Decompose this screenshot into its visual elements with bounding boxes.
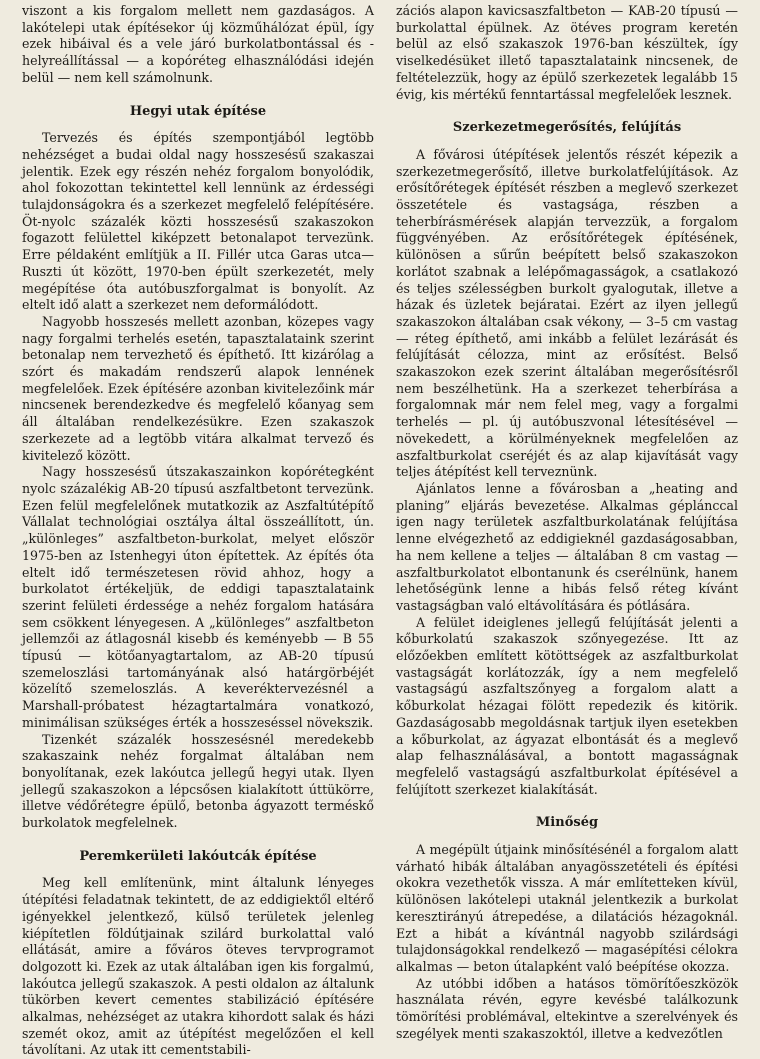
paragraph: Tervezés és építés szempontjából legtöbb nehézséget a budai oldal nagy hosszesésű szakaszai jelentik. Ezek egy részén nehéz forgalom bonyolódik, ahol fokozottan tekintettel kell lennünk az érdességi tulajdonságokra és a szerkezet megfelelő felépítésére. Öt-nyolc százalék közti hosszesésű szakaszokon fogazott felülettel kiképzett betonalapot tervezünk. Erre példaként említjük a II. Fillér utca Garas utca—Ruszti út között, 1970-ben épült szerkezetét, mely megépítése óta autóbuszforgalmat is bonyolít. Az eltelt idő alatt a szerkezet nem deformálódott. [22, 130, 374, 313]
section-heading-minoseg: Minőség [535, 815, 599, 831]
left-column [22, 3, 374, 1058]
paragraph: Meg kell említenünk, mint általunk lényeges útépítési feladatnak tekintett, de az eddigiektől eltérő igényekkel jelentkező, külső területek jelenleg kiépítetlen földútjainak szilárd burkolattal való ellátását, amire a főváros öteves tervprogramot dolgozott ki. Ezek az utak általában igen kis forgalmú, lakóutca jellegű szakaszok. A pesti oldalon az általunk tükörben kevert cementes stabilizáció építésére alkalmas, nehézséget az utakra kihordott salak és házi szemét okoz, amit az útépítést megelőzően el kell távolítani. Az utak itt cementstabili- [22, 875, 374, 1058]
section-heading-hegyi-utak: Hegyi utak építése [129, 103, 267, 119]
paragraph: Ajánlatos lenne a fővárosban a „heating and planing” eljárás bevezetése. Alkalmas géplánccal igen nagy területek aszfaltburkolatának felújítása lenne elvégezhető az eddigieknél gazdaságosabban, ha nem kellene a teljes — általában 8 cm vastag — aszfaltburkolatot elbontanunk és cserélnünk, hanem lehetőségünk lenne a hibás felső réteg kívánt vastagságban való eltávolítására és pótlására. [396, 480, 738, 613]
intro-paragraph-left: viszont a kis forgalom mellett nem gazdaságos. A lakótelepi utak építésekor új közműhálózat épül, így ezek hibáival és a vele járó burkolatbontással és -helyreállítással — a kopóréteg elhasználódási idején belül — nem kell számolnunk. [22, 3, 374, 85]
paragraph: A fővárosi útépítések jelentős részét képezik a szerkezetmegerősítő, illetve burkolatfelújítások. Az erősítőrétegek építését részben a meglevő szerkezet összetétele és vastagsága, részben a teherbírásmérések alapján tervezzük, a forgalom függvényében. Az erősítőrétegek építésének, különösen a sűrűn beépített belső szakaszokon korlátot szabnak a lelépőmagasságok, a csatlakozó és teljes szélességben burkolt gyalogutak, illetve a házak és üzletek bejáratai. Ezért az ilyen jellegű szakaszokon általában csak vékony, — 3–5 cm vastag — réteg építhető, ami inkább a felület lezárását és felújítását célozza, mint az erősítést. Belső szakaszokon ezek szerint általában megerősítésről nem beszélhetünk. Ha a szerkezet teherbírása a forgalomnak már nem felel meg, vagy a forgalmi terhelés — pl. új autóbuszvonal létesítésével — növekedett, a körülményeknek megfelelően az aszfaltburkolat cseréjét és az alap kijavítását vagy teljes átépítést kell terveznünk. [396, 146, 738, 480]
paragraph: Tizenkét százalék hosszesésnél meredekebb szakaszaink nehéz forgalmat általában nem bonyolítanak, ezek lakóutca jellegű hegyi utak. Ilyen jellegű szakaszokon a lépcsősen kialakított úttükörre, illetve védőrétegre épülő, betonba ágyazott terméskő burkolatok megfelelnek. [22, 731, 374, 831]
section-heading-szerkezetmegerosites: Szerkezetmegerősítés, felújítás [452, 120, 682, 136]
right-column [396, 3, 738, 1048]
intro-paragraph-right: zációs alapon kavicsaszfaltbeton — KAB-20 típusú — burkolattal épülnek. Az ötéves program keretén belül az első szakaszok 1976-ban készültek, így viselkedésüket illető tapasztalataink nincsenek, de feltételezzük, hogy az épülő szerkezetek legalább 15 évig, kis mértékű fenntartással megfelelőek lesznek. [396, 3, 738, 102]
paragraph: Nagy hosszesésű útszakaszainkon kopórétegként nyolc százalékig AB-20 típusú aszfaltbetont tervezünk. Ezen felül megfelelőnek mutatkozik az Aszfaltútépítő Vállalat technológiai osztálya által összeállított, ún. „különleges” aszfaltbeton-burkolat, melyet először 1975-ben az Istenhegyi úton építettek. Az építés óta eltelt idő természetesen rövid ahhoz, hogy a burkolatot értékeljük, de eddigi tapasztalataink szerint felületi érdessége a nehéz forgalom hatására sem csökkent lényegesen. A „különleges” aszfaltbeton jellemzői az átlagosnál kisebb és keményebb — B 55 típusú — kötőanyagtartalom, az AB-20 típusú szemeloszlási tartományának alsó határgörbéjét közelítő szemeloszlás. A keveréktervezésnél a Marshall-próbatest hézagtartalmára vonatkozó, minimálisan szükséges érték a hosszeséssel növekszik. [22, 464, 374, 730]
paragraph: Az utóbbi időben a hatásos tömörítőeszközök használata révén, egyre kevésbé találkozunk tömörítési problémával, eltekintve a szerelvények és szegélyek menti szakaszoktól, illetve a kedvezőtlen [396, 975, 738, 1041]
section-heading-peremkeruleti: Peremkerületi lakóutcák építése [79, 848, 317, 864]
paragraph: A felület ideiglenes jellegű felújítását jelenti a kőburkolatú szakaszok szőnyegezése. Itt az előzőekben említett kötöttségek az aszfaltburkolat vastagságát korlátozzák, így a nem megfelelő vastagságú aszfaltszőnyeg a forgalom alatt a kőburkolat hézagai fölött repedezik és kitörik. Gazdaságosabb megoldásnak tartjuk ilyen esetekben a kőburkolat, az ágyazat elbontását és a meglevő alap felhasználásával, a bontott magasságnak megfelelő vastagságú aszfaltburkolat építésével a felújított szerkezet kialakítását. [396, 614, 738, 797]
paragraph: Nagyobb hosszesés mellett azonban, közepes vagy nagy forgalmi terhelés esetén, tapasztalataink szerint betonalap nem tervezhető és építhető. Itt kizárólag a szórt és makadám rendszerű alapok lennének megfelelőek. Ezek építésére azonban kivitelezőink már nincsenek berendezkedve és megfelelő kőanyag sem áll általában rendelkezésükre. Ezen szakaszok szerkezete ad a legtöbb vitára alkalmat tervező és kivitelező között. [22, 313, 374, 463]
paragraph: A megépült útjaink minősítésénél a forgalom alatt várható hibák általában anyagösszetételi és építési okokra vezethetők vissza. A már említetteken kívül, különösen lakótelepi utaknál jelentkezik a burkolat keresztirányú átrepedése, a dilatációs hézagoknál. Ezt a hibát a kívántnál nagyobb szilárdsági tulajdonságokkal rendelkező — magasépítési célokra alkalmas — beton útalapként való beépítése okozza. [396, 842, 738, 974]
